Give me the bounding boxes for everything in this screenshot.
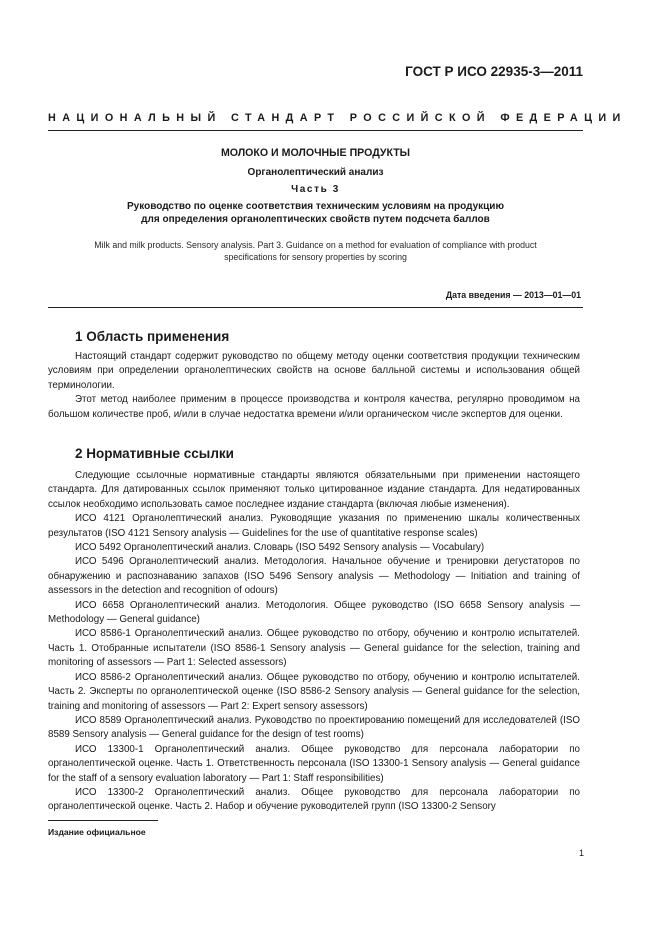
paragraph: Настоящий стандарт содержит руководство по общему методу оценки соответствия продукции техническим условиям при определении органолептических свойств на основе балльной системы и использования общей терминологии. — [48, 351, 580, 391]
paragraph: Этот метод наиболее применим в процессе производства и контроля качества, регулярно проводимом на большом количестве проб, и/или в случае недостатка времени и/или органическом числе экспертов для оценки. — [48, 394, 580, 420]
english-title-line-2: specifications for sensory properties by scoring — [224, 252, 407, 262]
edition-label: Издание официальное — [48, 827, 146, 837]
reference-iso-4121: ИСО 4121 Органолептический анализ. Руководящие указания по применению шкалы количественных результатов (ISO 4121 Sensory analysis — Guidelines for the use of quantitative response scales) — [48, 513, 580, 539]
document-part: Часть 3 — [291, 184, 340, 195]
section-2-heading: 2 Нормативные ссылки — [75, 446, 234, 461]
intro-divider — [48, 307, 583, 308]
reference-iso-8586-1: ИСО 8586-1 Органолептический анализ. Общее руководство по отбору, обучению и контролю испытателей. Часть 1. Отобранные испытатели (ISO 8586-1 Sensory analysis — General guidance for the selection, training and monitoring of assessors — Part 1: Selected assessors) — [48, 628, 580, 669]
guide-title-line-1: Руководство по оценке соответствия техническим условиям на продукцию — [126, 201, 504, 212]
reference-iso-5492: ИСО 5492 Органолептический анализ. Словарь (ISO 5492 Sensory analysis — Vocabulary) — [75, 542, 485, 554]
section-1-heading: 1 Область применения — [75, 329, 230, 344]
page-number: 1 — [578, 848, 584, 858]
document-title: МОЛОКО И МОЛОЧНЫЕ ПРОДУКТЫ — [220, 147, 411, 159]
document-subtitle: Органолептический анализ — [247, 167, 384, 178]
section-1-body — [48, 350, 580, 422]
reference-iso-8586-2: ИСО 8586-2 Органолептический анализ. Общее руководство по отбору, обучению и контролю испытателей. Часть 2. Эксперты по органолептической оценке (ISO 8586-2 Sensory analysis — General guidance for the selection, training and monitoring of assessors — Part 2: Expert sensory assessors) — [48, 671, 580, 712]
section-2-body — [48, 469, 580, 815]
footer-divider — [48, 820, 158, 821]
reference-iso-8589: ИСО 8589 Органолептический анализ. Руководство по проектированию помещений для исследователей (ISO 8589 Sensory analysis — General guidance for the design of test rooms) — [48, 714, 580, 741]
national-standard-banner: НАЦИОНАЛЬНЫЙ СТАНДАРТ РОССИЙСКОЙ ФЕДЕРАЦИИ — [48, 112, 627, 124]
reference-iso-5496: ИСО 5496 Органолептический анализ. Методология. Начальное обучение и тренировки дегустаторов по обнаружению и распознаванию запахов (ISO 5496 Sensory analysis — Methodology — Initiation and training of assessors in the detection and recognition of odours) — [48, 556, 580, 597]
reference-iso-13300-1: ИСО 13300-1 Органолептический анализ. Общее руководство для персонала лаборатории по органолептической оценке. Часть 1. Ответственность персонала (ISO 13300-1 Sensory analysis — General guidance for the staff of a sensory evaluation laboratory — Part 1: Staff responsibilities) — [48, 743, 580, 784]
document-guide-title — [48, 200, 583, 226]
reference-iso-13300-2: ИСО 13300-2 Органолептический анализ. Общее руководство для персонала лаборатории по органолептической оценке. Часть 2. Набор и обучение руководителей групп (ISO 13300-2 Sensory — [48, 786, 580, 813]
english-title — [48, 239, 583, 263]
standard-code: ГОСТ Р ИСО 22935-3—2011 — [405, 64, 583, 79]
paragraph: Следующие ссылочные нормативные стандарты являются обязательными при применении настоящего стандарта. Для датированных ссылок применяют только цитированное издание стандарта. Для недатированных ссылок необходимо использовать самое последнее издание стандарта (включая любые изменения). — [48, 470, 580, 510]
header-divider — [48, 130, 583, 131]
reference-iso-6658: ИСО 6658 Органолептический анализ. Методология. Общее руководство (ISO 6658 Sensory analysis — Methodology — General guidance) — [48, 599, 580, 626]
introduction-date: Дата введения — 2013—01—01 — [445, 290, 581, 300]
guide-title-line-2: для определения органолептических свойств путем подсчета баллов — [141, 214, 490, 225]
english-title-line-1: Milk and milk products. Sensory analysis. Part 3. Guidance on a method for evaluation of compliance with product — [94, 240, 537, 250]
